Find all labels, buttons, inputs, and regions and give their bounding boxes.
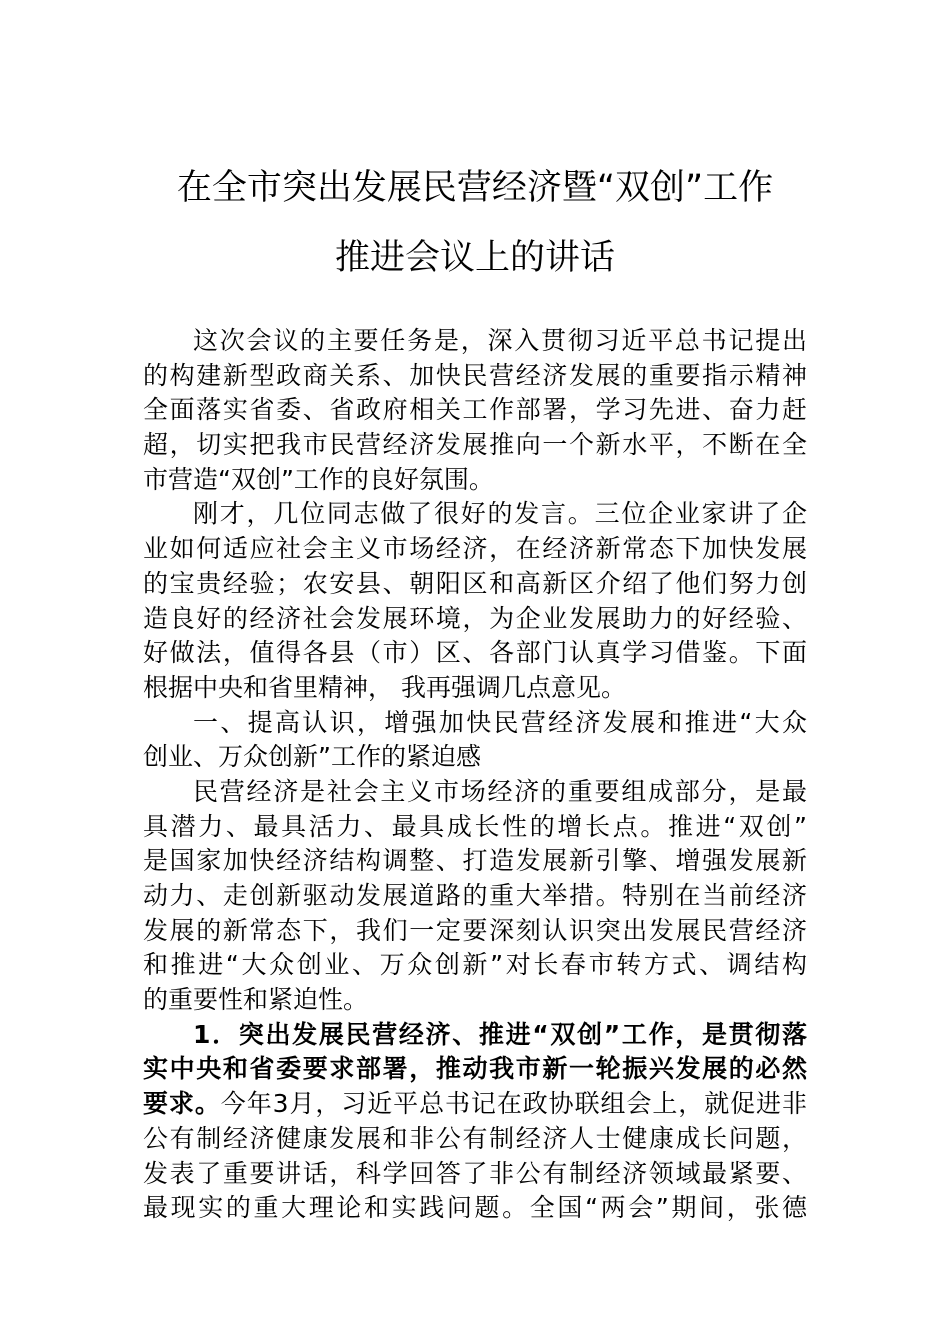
body-line <box>143 983 807 1018</box>
body-line-text: 民营经济是社会主义市场经济的重要组成部分，是最 <box>193 776 807 806</box>
body-line <box>143 775 807 810</box>
body-line <box>143 324 807 359</box>
body-line-text: 和推进“大众创业、万众创新”对长春市转方式、调结构 <box>143 950 807 980</box>
document-title-line-2: 推进会议上的讲话 <box>334 238 615 278</box>
body-line-text: 业如何适应社会主义市场经济，在经济新常态下加快发展 <box>143 534 807 564</box>
bold-heading-text: 实中央和省委要求部署，推动我市新一轮振兴发展的必然 <box>143 1054 807 1084</box>
body-line <box>143 740 807 775</box>
body-line-text: 动力、走创新驱动发展道路的重大举措。特别在当前经济 <box>143 881 807 910</box>
body-line-text: 公有制经济健康发展和非公有制经济人士健康成长问题， <box>143 1123 807 1153</box>
body-line <box>143 1087 807 1122</box>
body-line <box>143 844 807 879</box>
body-line <box>143 428 807 463</box>
body-line <box>143 393 807 428</box>
body-line <box>143 1018 807 1053</box>
body-line <box>143 532 807 567</box>
body-line <box>143 1191 807 1226</box>
body-line <box>143 636 807 671</box>
body-line <box>143 1157 807 1192</box>
body-line <box>143 1052 807 1087</box>
body-line-text: 具潜力、最具活力、最具成长性的增长点。推进“双创” <box>143 811 807 841</box>
body-line-text: 市营造“双创”工作的良好氛围。 <box>143 464 494 494</box>
body-line-text: 超，切实把我市民营经济发展推向一个新水平，不断在全 <box>143 430 807 460</box>
body-line-text: 造良好的经济社会发展环境，为企业发展助力的好经验、 <box>143 603 807 633</box>
body-line-text: 最现实的重大理论和实践问题。全国“两会”期间，张德 <box>143 1193 807 1223</box>
body-line-text: 今年3月，习近平总书记在政协联组会上，就促进非 <box>220 1089 807 1119</box>
body-line-text: 发表了重要讲话，科学回答了非公有制经济领域最紧要、 <box>143 1158 807 1188</box>
body-line <box>143 914 807 949</box>
body-line-text: 根据中央和省里精神， 我再强调几点意见。 <box>143 672 626 702</box>
body-line <box>143 463 807 498</box>
bold-heading-text: 要求。 <box>143 1089 221 1119</box>
body-line <box>143 706 807 741</box>
body-line <box>143 948 807 983</box>
body-line <box>143 810 807 845</box>
body-line <box>143 497 807 532</box>
body-line-text: 的构建新型政商关系、加快民营经济发展的重要指示精神 <box>143 360 807 390</box>
bold-heading-text: 1．突出发展民营经济、推进“双创”工作，是贯彻落 <box>193 1019 807 1049</box>
document-body <box>143 324 807 1226</box>
document-title-line-1: 在全市突出发展民营经济暨“双创”工作 <box>176 168 774 208</box>
body-line <box>143 359 807 394</box>
body-line-text: 的宝贵经验；农安县、朝阳区和高新区介绍了他们努力创 <box>143 568 807 598</box>
body-line-text: 好做法，值得各县（市）区、各部门认真学习借鉴。下面 <box>143 638 807 668</box>
body-line-text: 刚才，几位同志做了很好的发言。三位企业家讲了企 <box>193 499 807 529</box>
body-line <box>143 671 807 706</box>
body-line-text: 全面落实省委、省政府相关工作部署，学习先进、奋力赶 <box>143 395 807 425</box>
body-line <box>143 567 807 602</box>
body-line <box>143 1122 807 1157</box>
body-line-text: 创业、万众创新”工作的紧迫感 <box>143 742 481 772</box>
body-line-text: 一、提高认识，增强加快民营经济发展和推进“大众 <box>193 707 807 737</box>
body-line-text: 发展的新常态下，我们一定要深刻认识突出发展民营经济 <box>143 915 807 945</box>
body-line <box>143 879 807 914</box>
body-line <box>143 602 807 637</box>
body-line-text: 的重要性和紧迫性。 <box>143 985 369 1015</box>
body-line-text: 是国家加快经济结构调整、打造发展新引擎、增强发展新 <box>143 846 807 876</box>
body-line-text: 这次会议的主要任务是，深入贯彻习近平总书记提出 <box>193 326 807 355</box>
